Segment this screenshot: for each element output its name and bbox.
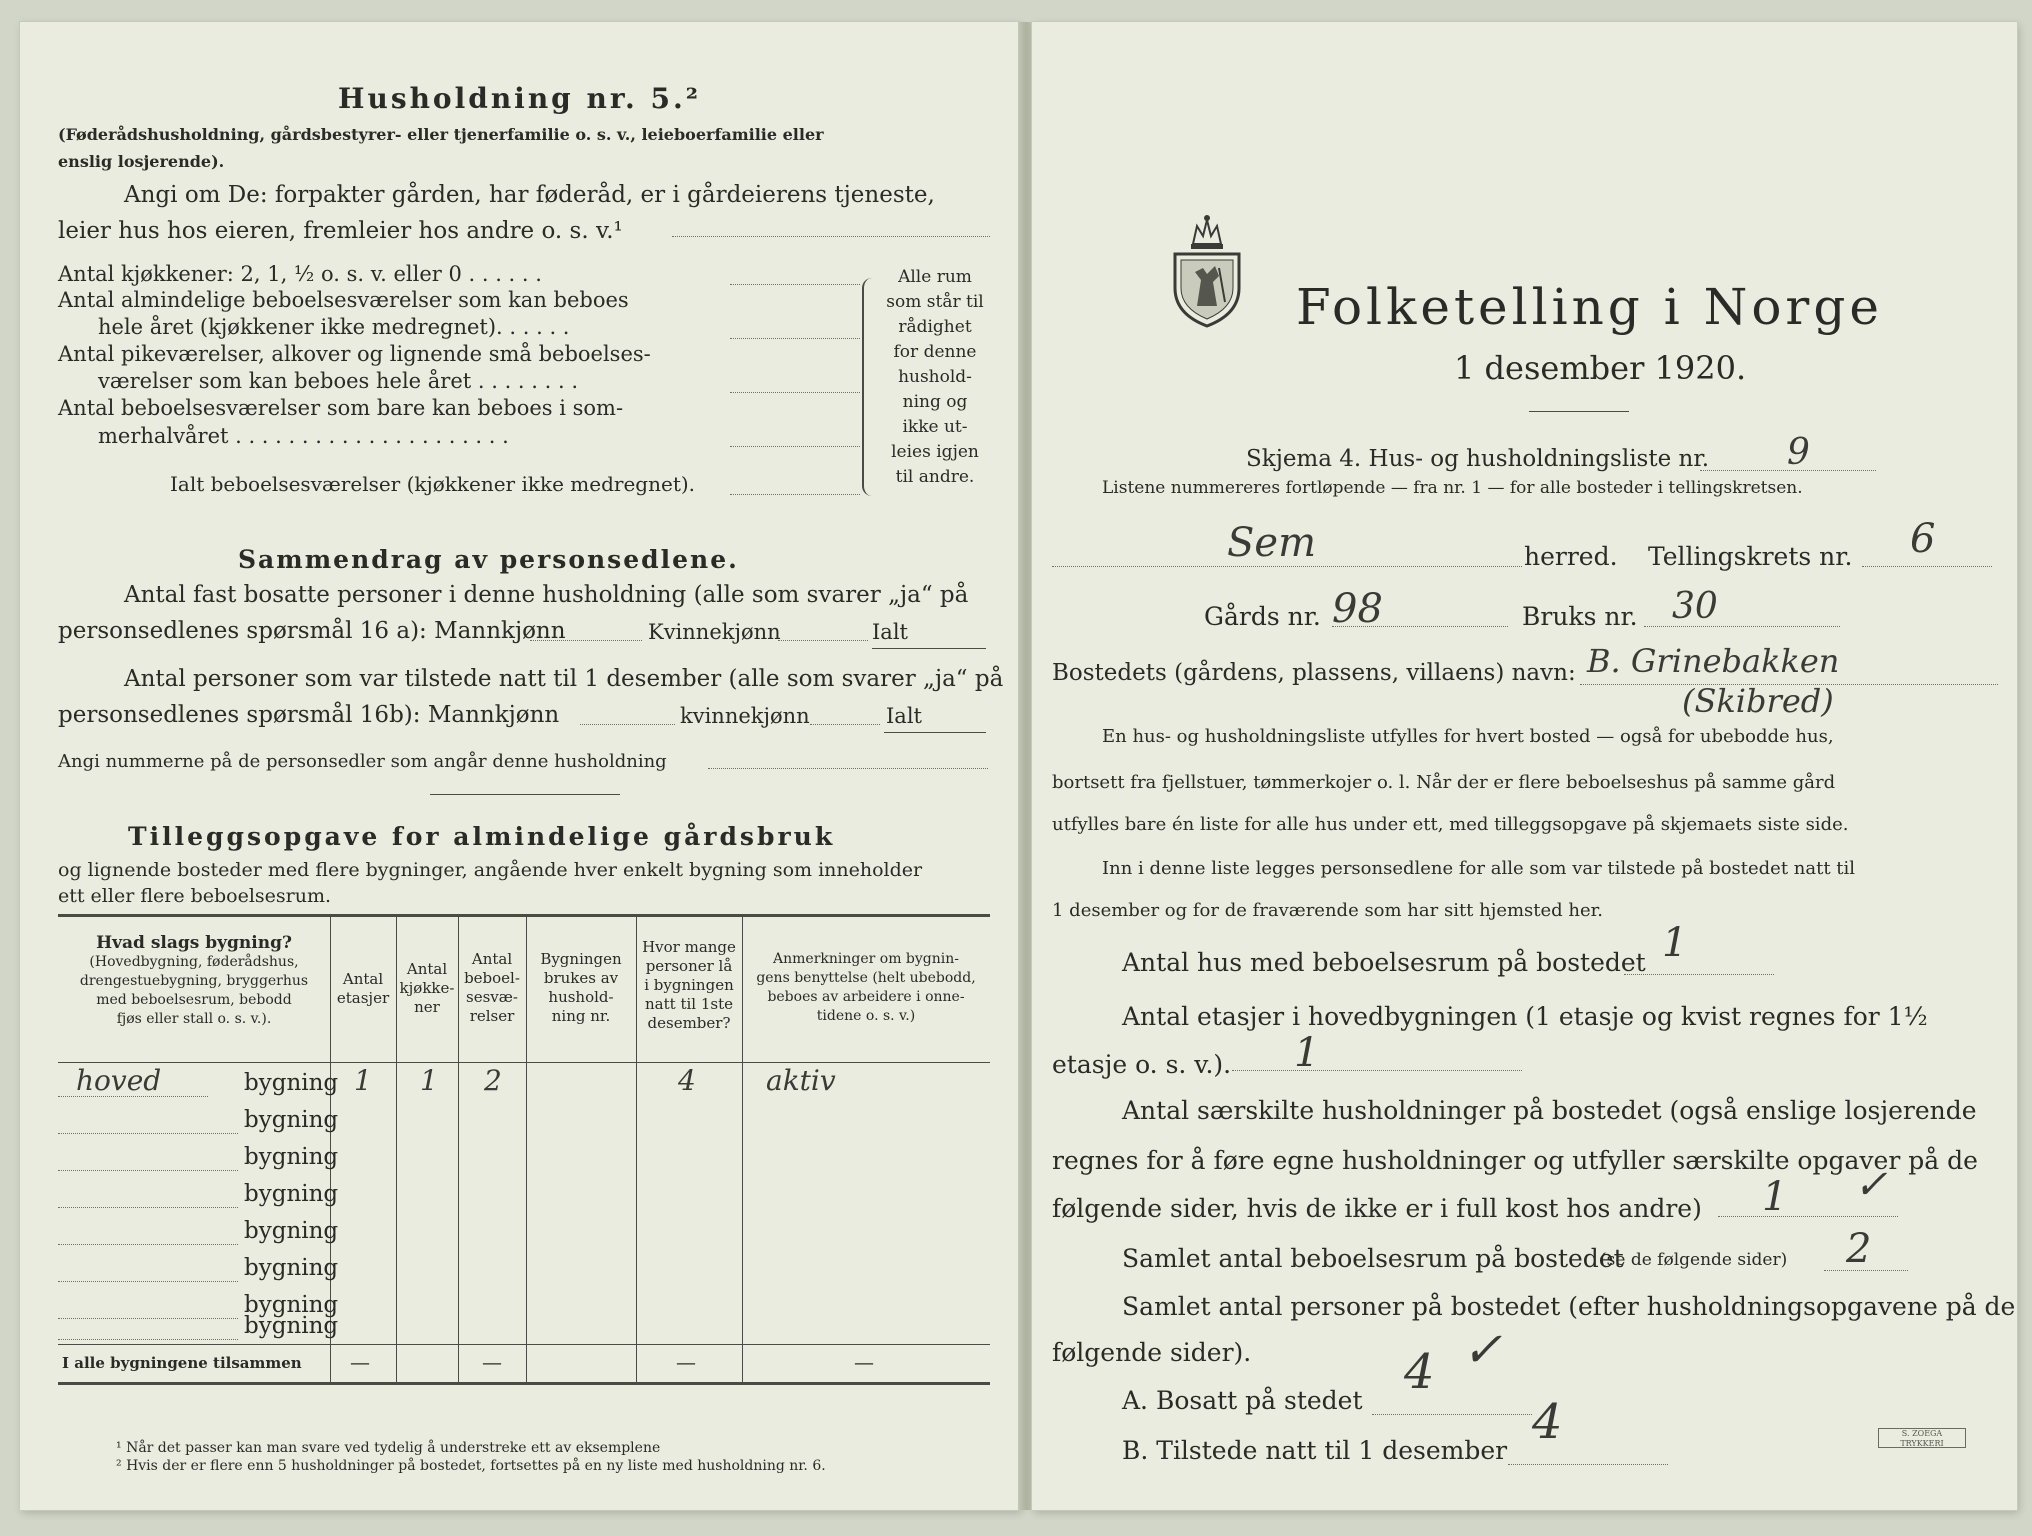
som-answer-line	[730, 446, 860, 447]
row-label: bygning	[244, 1107, 339, 1133]
col-header-personer	[636, 938, 742, 1033]
etasjer-answer-line	[1232, 1070, 1522, 1071]
col-header-line: Bygningen	[540, 950, 622, 968]
etasjer-line-1: Antal etasjer i hovedbygningen (1 etasje og kvist regnes for 1½	[1122, 1002, 1928, 1031]
col-header-line: Hvad slags bygning?	[96, 933, 292, 953]
table-row	[58, 1064, 990, 1101]
title-divider	[1529, 411, 1629, 412]
table-row	[58, 1212, 990, 1249]
husholdninger-value: 1	[1762, 1174, 1788, 1220]
printer-stamp	[1878, 1428, 1966, 1448]
col-header-line: natt til 1ste	[645, 995, 733, 1013]
row-type-value: hoved	[76, 1064, 162, 1097]
brace-note-line: til andre.	[895, 467, 975, 487]
husholdninger-line-1: Antal særskilte husholdninger på bostedet (også enslige losjerende	[1122, 1096, 1977, 1125]
col-header-line: beboes av arbeidere i onne-	[767, 989, 965, 1005]
row-label: bygning	[244, 1292, 339, 1318]
census-date: 1 desember 1920.	[1454, 349, 1747, 387]
skjema-label: Skjema 4. Hus- og husholdningsliste nr.	[1246, 446, 1710, 472]
som-line-2: merhalvåret . . . . . . . . . . . . . . . . . . . . .	[98, 424, 509, 448]
col-header-kjokkener	[396, 960, 458, 1017]
bosatt-value: 4	[1404, 1344, 1435, 1400]
col-header-line: desember?	[647, 1014, 731, 1032]
tilstede-line	[1508, 1464, 1668, 1465]
tilstede-label: B. Tilstede natt til 1 desember	[1122, 1436, 1508, 1465]
pike-line-1: Antal pikeværelser, alkover og lignende små beboelses-	[58, 342, 651, 366]
census-title: Folketelling i Norge	[1296, 278, 1883, 336]
tilst-kvinne-line	[810, 724, 880, 725]
som-line-1: Antal beboelsesværelser som bare kan beboes i som-	[58, 396, 624, 420]
bruks-line	[1644, 626, 1840, 627]
table-row	[58, 1309, 990, 1344]
husholdninger-line-2: regnes for å føre egne husholdninger og utfyller særskilte opgaver på de	[1052, 1146, 1978, 1175]
husholdninger-answer-line	[1718, 1216, 1898, 1217]
brace-symbol	[862, 278, 878, 496]
brace-note-line: for denne	[893, 342, 977, 362]
col-header-line: Antal	[406, 960, 448, 978]
fast-ialt-label: Ialt	[872, 620, 908, 644]
row-rom: 2	[484, 1064, 502, 1097]
table-bottom-border	[58, 1382, 990, 1385]
col-header-line: Antal	[471, 950, 513, 968]
row-label: bygning	[244, 1218, 339, 1244]
angi-line-1: Angi om De: forpakter gården, har føderåd, er i gårdeierens tjeneste,	[124, 182, 935, 208]
col-header-line: i bygningen	[644, 976, 734, 994]
col-header-line: (Hovedbygning, føderådshus,	[89, 954, 299, 970]
herred-value: Sem	[1227, 520, 1317, 566]
left-page	[20, 22, 1020, 1510]
kjokkener-label: Antal kjøkkener: 2, 1, ½ o. s. v. eller 0 . . . . . .	[58, 262, 542, 286]
kjokkener-answer-line	[730, 284, 860, 285]
brace-note-line: hushold-	[898, 367, 972, 387]
tilst-line-2: personsedlenes spørsmål 16b): Mannkjønn	[58, 702, 560, 728]
samlet-rom-label: Samlet antal beboelsesrum på bostedet	[1122, 1244, 1624, 1273]
col-header-line: Anmerkninger om bygnin-	[773, 951, 959, 967]
herred-label: herred.	[1524, 542, 1618, 571]
samlet-personer-line-1: Samlet antal personer på bostedet (efter husholdningsopgavene på de	[1122, 1292, 2016, 1321]
instruction-line-4: Inn i denne liste legges personsedlene for alle som var tilstede på bostedet natt til	[1102, 858, 1856, 879]
section-divider	[430, 794, 620, 795]
tellingskrets-line	[1862, 566, 1992, 567]
tillegg-line-1: og lignende bosteder med flere bygninger, angående hver enkelt bygning som inneholder	[58, 859, 923, 881]
alm-line-1: Antal almindelige beboelsesværelser som kan beboes	[58, 288, 629, 312]
col-header-line: med beboelsesrum, bebodd	[96, 992, 292, 1008]
ialt-rom-label: Ialt beboelsesværelser (kjøkkener ikke medregnet).	[170, 472, 696, 496]
skjema-nr-line	[1700, 470, 1876, 471]
row-type-line	[58, 1339, 238, 1340]
bosatt-label: A. Bosatt på stedet	[1122, 1386, 1363, 1415]
col-header-line: fjøs eller stall o. s. v.).	[116, 1011, 272, 1027]
skjema-nr-value: 9	[1787, 432, 1810, 473]
gards-label: Gårds nr.	[1204, 602, 1321, 631]
row-type-line	[58, 1244, 238, 1245]
samlet-personer-line-2: følgende sider).	[1052, 1338, 1252, 1367]
alm-line-2: hele året (kjøkkener ikke medregnet). . . . . .	[98, 315, 570, 339]
check-mark: ✓	[1462, 1322, 1503, 1378]
gards-value: 98	[1332, 586, 1383, 632]
col-header-line: drengestuebygning, bryggerhus	[79, 973, 309, 989]
pike-answer-line	[730, 392, 860, 393]
row-type-line	[58, 1096, 208, 1097]
tilst-line-1: Antal personer som var tilstede natt til 1 desember (alle som svarer „ja“ på	[124, 666, 1004, 692]
check-mark: ✓	[1854, 1162, 1888, 1208]
fast-line-1: Antal fast bosatte personer i denne husholdning (alle som svarer „ja“ på	[124, 582, 969, 608]
gards-line	[1332, 626, 1508, 627]
etasjer-value: 1	[1294, 1030, 1320, 1076]
brace-note-line: som står til	[886, 292, 984, 312]
tillegg-line-2: ett eller flere beboelsesrum.	[58, 885, 332, 907]
brace-note-line: leies igjen	[891, 442, 979, 462]
table-row	[58, 1101, 990, 1138]
row-label: bygning	[244, 1181, 339, 1207]
household-subtitle-1: (Føderådshusholdning, gårdsbestyrer- eller tjenerfamilie o. s. v., leieboerfamilie eller	[58, 125, 824, 144]
antal-hus-value: 1	[1662, 920, 1688, 966]
samlet-rom-small: (se de følgende sider)	[1600, 1250, 1788, 1270]
col-header-line: Antal	[342, 970, 384, 988]
fast-kvinne-label: Kvinnekjønn	[648, 620, 781, 644]
row-label: bygning	[244, 1313, 339, 1339]
angi-answer-line	[672, 236, 990, 237]
fast-mann-line	[530, 640, 642, 641]
col-header-etasjer	[330, 970, 396, 1008]
tillegg-title: Tilleggsopgave for almindelige gårdsbruk	[128, 822, 836, 851]
tellingskrets-value: 6	[1910, 516, 1936, 562]
col-header-line: brukes av	[543, 969, 619, 987]
tilst-ialt-line	[884, 732, 986, 733]
tilstede-value: 4	[1532, 1394, 1563, 1450]
printer-stamp-text: S. ZOEGA TRYKKERI	[1900, 1429, 1944, 1448]
bosted-label: Bostedets (gårdens, plassens, villaens) navn:	[1052, 660, 1576, 686]
tellingskrets-label: Tellingskrets nr.	[1648, 542, 1853, 571]
row-type-line	[58, 1170, 238, 1171]
fast-line-2: personsedlenes spørsmål 16 a): Mannkjønn	[58, 618, 566, 644]
table-header-border	[58, 1062, 990, 1063]
household-subtitle-2: enslig losjerende).	[58, 152, 225, 171]
brace-note	[880, 265, 990, 490]
table-top-border	[58, 914, 990, 917]
tilst-ialt-label: Ialt	[886, 704, 922, 728]
row-type-line	[58, 1207, 238, 1208]
table-row	[58, 1175, 990, 1212]
right-page	[1032, 22, 2017, 1510]
etasjer-line-2: etasje o. s. v.).	[1052, 1050, 1232, 1079]
tilst-kvinne-label: kvinnekjønn	[680, 704, 810, 728]
row-label: bygning	[244, 1070, 339, 1096]
samlet-rom-value: 2	[1846, 1226, 1872, 1272]
listene-note: Listene nummereres fortløpende — fra nr. 1 — for alle bosteder i tellingskretsen.	[1102, 478, 1803, 498]
row-type-line	[58, 1281, 238, 1282]
building-table	[58, 914, 990, 1424]
col-header-line: hushold-	[548, 988, 614, 1006]
footnote-2: ² Hvis der er flere enn 5 husholdninger på bostedet, fortsettes på en ny liste med husholdning nr. 6.	[116, 1458, 826, 1474]
col-header-husholdning	[526, 950, 636, 1026]
col-header-line: kjøkke-	[399, 979, 455, 997]
samlet-rom-line	[1824, 1270, 1908, 1271]
coat-of-arms-emblem	[1167, 210, 1247, 330]
col-header-line: ner	[414, 998, 440, 1016]
total-dash: —	[676, 1350, 696, 1374]
footnote-1: ¹ Når det passer kan man svare ved tydelig å understreke ett av eksemplene	[116, 1440, 661, 1456]
fast-kvinne-line	[778, 640, 868, 641]
bruks-value: 30	[1672, 586, 1718, 627]
row-kjokkener: 1	[420, 1064, 438, 1097]
total-dash: —	[350, 1350, 370, 1374]
instruction-line-1: En hus- og husholdningsliste utfylles for hvert bosted — også for ubebodde hus,	[1102, 726, 1834, 747]
total-row-label: I alle bygningene tilsammen	[62, 1354, 302, 1372]
brace-note-line: ikke ut-	[902, 417, 968, 437]
col-header-line: ning nr.	[551, 1007, 611, 1025]
table-total-border	[58, 1344, 990, 1345]
bosted-value-2: (Skibred)	[1682, 682, 1834, 720]
herred-line	[1052, 566, 1522, 567]
table-row	[58, 1249, 990, 1286]
row-label: bygning	[244, 1255, 339, 1281]
fast-ialt-line	[872, 648, 986, 649]
total-dash: —	[482, 1350, 502, 1374]
col-header-line: sesvæ-	[466, 988, 518, 1006]
total-dash: —	[854, 1350, 874, 1374]
ialt-rom-answer-line	[730, 494, 860, 495]
table-row	[58, 1138, 990, 1175]
angi-line-2: leier hus hos eieren, fremleier hos andre o. s. v.¹	[58, 218, 623, 244]
antal-hus-line	[1624, 974, 1774, 975]
col-header-line: Hvor mange	[642, 938, 736, 956]
row-label: bygning	[244, 1144, 339, 1170]
col-header-type	[62, 934, 326, 1029]
row-type-line	[58, 1133, 238, 1134]
col-header-line: gens benyttelse (helt ubebodd,	[756, 970, 976, 986]
col-header-rom	[458, 950, 526, 1026]
tilst-mann-line	[580, 724, 675, 725]
col-header-anmerkninger	[742, 950, 990, 1026]
instruction-line-3: utfylles bare én liste for alle hus under ett, med tilleggsopgave på skjemaets siste side.	[1052, 814, 1849, 835]
bosted-value: B. Grinebakken	[1587, 642, 1840, 680]
instruction-line-2: bortsett fra fjellstuer, tømmerkojer o. l. Når der er flere beboelseshus på samme gård	[1052, 772, 1836, 793]
col-header-line: tidene o. s. v.)	[816, 1008, 916, 1024]
angi-nummer-line	[708, 768, 988, 769]
col-header-line: beboel-	[464, 969, 520, 987]
row-anmerkning: aktiv	[766, 1064, 836, 1097]
pike-line-2: værelser som kan beboes hele året . . . . . . . .	[98, 369, 578, 393]
col-header-line: relser	[469, 1007, 515, 1025]
husholdninger-line-3: følgende sider, hvis de ikke er i full kost hos andre)	[1052, 1194, 1702, 1223]
col-header-line: personer lå	[645, 957, 733, 975]
row-etasjer: 1	[354, 1064, 372, 1097]
antal-hus-label: Antal hus med beboelsesrum på bostedet	[1122, 948, 1646, 977]
brace-note-line: ning og	[902, 392, 968, 412]
row-personer: 4	[678, 1064, 696, 1097]
sammendrag-title: Sammendrag av personsedlene.	[238, 545, 739, 574]
brace-note-line: rådighet	[898, 317, 972, 337]
bosatt-line	[1372, 1414, 1532, 1415]
angi-nummer-label: Angi nummerne på de personsedler som angår denne husholdning	[58, 751, 667, 772]
instruction-line-5: 1 desember og for de fraværende som har sitt hjemsted her.	[1052, 900, 1603, 921]
brace-note-line: Alle rum	[898, 267, 972, 287]
bruks-label: Bruks nr.	[1522, 602, 1638, 631]
col-header-line: etasjer	[336, 989, 390, 1007]
household-title: Husholdning nr. 5.²	[338, 82, 702, 115]
alm-answer-line	[730, 338, 860, 339]
